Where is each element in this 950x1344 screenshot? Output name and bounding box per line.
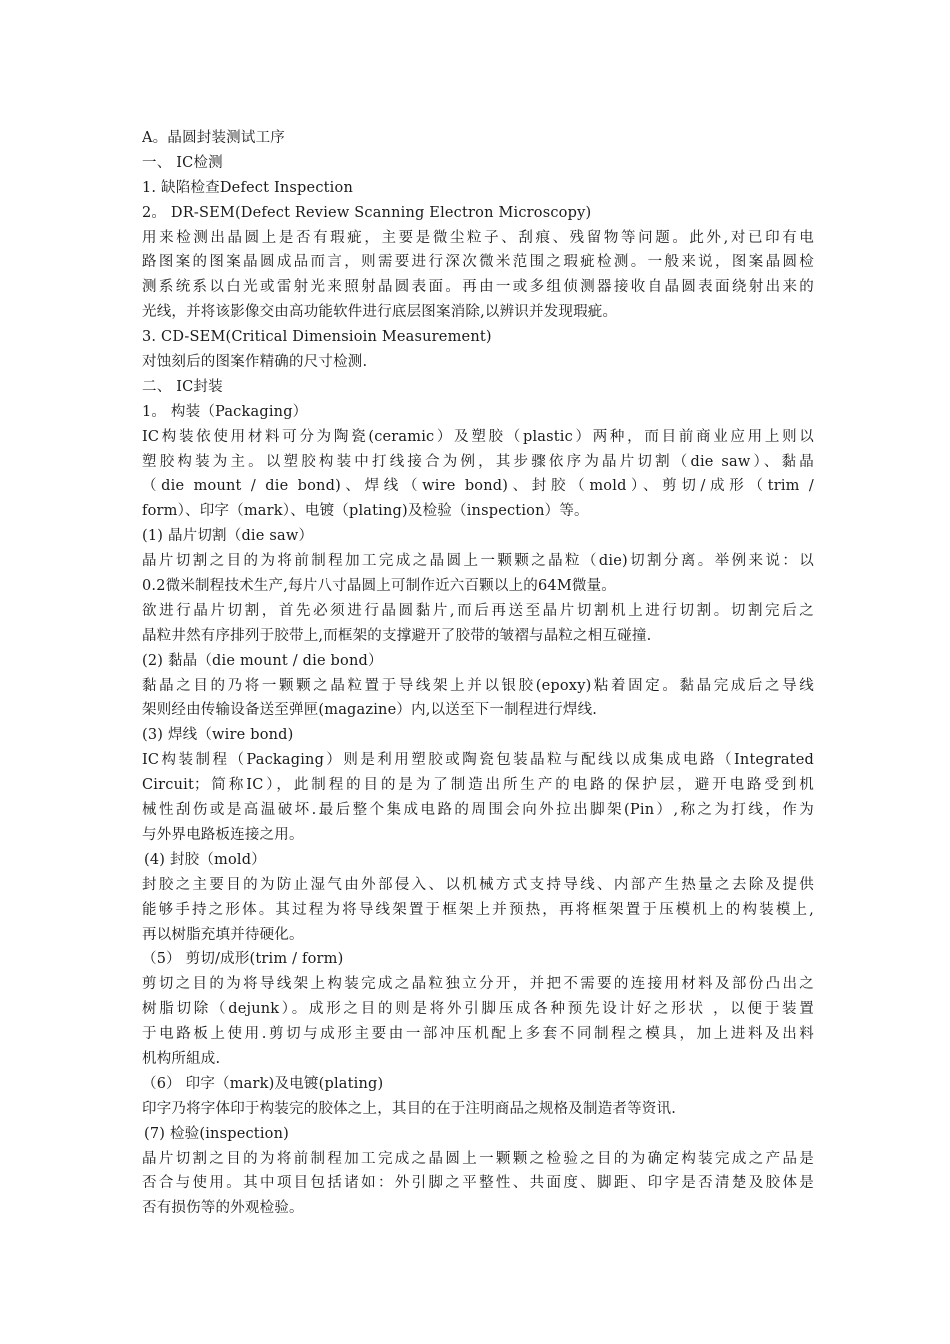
paragraph-line: 晶粒井然有序排列于胶带上,而框架的支撑避开了胶带的皱褶与晶粒之相互碰撞. bbox=[142, 627, 652, 644]
subheading-die-bond: (2) 黏晶（die mount / die bond） bbox=[142, 652, 383, 669]
paragraph-line: 封胶之主要目的为防止湿气由外部侵入、以机械方式支持导线、内部产生热量之去除及提供 bbox=[142, 876, 814, 893]
subheading-die-saw: (1) 晶片切割（die saw） bbox=[142, 528, 314, 545]
paragraph-line: 再以树脂充填并待硬化。 bbox=[142, 926, 304, 943]
item-packaging: 1。 构装（Packaging） bbox=[142, 403, 308, 420]
paragraph-line: 剪切之目的为将导线架上构装完成之晶粒独立分开，并把不需要的连接用材料及部份凸出之 bbox=[142, 976, 814, 993]
subheading-trim-form: （5） 剪切/成形(trim / form) bbox=[142, 951, 344, 968]
paragraph-line: 对蚀刻后的图案作精确的尺寸检测. bbox=[142, 354, 368, 371]
heading-ic-inspection: 一、 IC检测 bbox=[142, 154, 223, 171]
paragraph-line: Circuit；简称IC），此制程的目的是为了制造出所生产的电路的保护层，避开电路受到机 bbox=[142, 777, 814, 794]
section-title: A。晶圆封装测试工序 bbox=[142, 130, 285, 146]
paragraph-line: 械性刮伤或是高温破坏.最后整个集成电路的周围会向外拉出脚架(Pin）,称之为打线，作为 bbox=[142, 802, 814, 819]
paragraph-line: 路图案的图案晶圆成品而言，则需要进行深次微米范围之瑕疵检测。一般来说，图案晶圆检 bbox=[142, 254, 814, 271]
paragraph-line: IC构装依使用材料可分为陶瓷(ceramic）及塑胶（plastic）两种，而目前商业应用上则以 bbox=[142, 428, 814, 445]
paragraph-line: 于电路板上使用.剪切与成形主要由一部冲压机配上多套不同制程之模具，加上进料及出料 bbox=[142, 1026, 814, 1043]
subheading-mark-plating: （6） 印字（mark)及电镀(plating) bbox=[142, 1075, 384, 1092]
paragraph-line: 否合与使用。其中项目包括诸如：外引脚之平整性、共面度、脚距、印字是否清楚及胶体是 bbox=[142, 1175, 814, 1192]
item-dr-sem: 2。 DR-SEM(Defect Review Scanning Electron Microscopy) bbox=[142, 204, 592, 221]
paragraph-line: form）、印字（mark）、电镀（plating)及检验（inspection）等。 bbox=[142, 503, 589, 520]
paragraph-line: 印字乃将字体印于构装完的胶体之上，其目的在于注明商品之规格及制造者等资讯. bbox=[142, 1100, 677, 1117]
paragraph-line: 光线，并将该影像交由高功能软件进行底层图案消除,以辨识并发现瑕疵。 bbox=[142, 304, 618, 321]
paragraph-line: 用来检测出晶圆上是否有瑕疵，主要是微尘粒子、刮痕、残留物等问题。此外,对已印有电 bbox=[142, 229, 814, 246]
subheading-inspection: (7) 检验(inspection) bbox=[144, 1125, 289, 1142]
paragraph-line: 晶片切割之目的为将前制程加工完成之晶圆上一颗颗之检验之目的为确定构装完成之产品是 bbox=[142, 1150, 814, 1167]
paragraph-line: IC构装制程（Packaging）则是利用塑胶或陶瓷包装晶粒与配线以成集成电路（Integrated bbox=[142, 752, 814, 769]
paragraph-line: 与外界电路板连接之用。 bbox=[142, 826, 304, 843]
paragraph-line: 欲进行晶片切割，首先必须进行晶圆黏片,而后再送至晶片切割机上进行切割。切割完后之 bbox=[142, 602, 814, 619]
heading-ic-packaging: 二、 IC封装 bbox=[142, 378, 223, 395]
subheading-mold: (4) 封胶（mold） bbox=[144, 851, 266, 868]
document-body bbox=[142, 126, 814, 1221]
paragraph-line: 0.2微米制程技术生产,每片八寸晶圆上可制作近六百颗以上的64M微量。 bbox=[142, 578, 616, 595]
paragraph-line: 塑胶构装为主。以塑胶构装中打线接合为例，其步骤依序为晶片切割（die saw）、黏晶 bbox=[142, 453, 814, 470]
paragraph-line: 黏晶之目的乃将一颗颗之晶粒置于导线架上并以银胶(epoxy)粘着固定。黏晶完成后之导线 bbox=[142, 677, 814, 694]
paragraph-line: 晶片切割之目的为将前制程加工完成之晶圆上一颗颗之晶粒（die)切割分离。举例来说：以 bbox=[142, 553, 814, 570]
paragraph-line: 机构所組成. bbox=[142, 1050, 221, 1067]
paragraph-line: 架则经由传输设备送至弹匣(magazine）内,以送至下一制程进行焊线. bbox=[142, 702, 598, 719]
item-defect-inspection: 1. 缺陷检查Defect Inspection bbox=[142, 179, 353, 196]
item-cd-sem: 3. CD-SEM(Critical Dimensioin Measurement) bbox=[142, 329, 492, 346]
paragraph-line: 能够手持之形体。其过程为将导线架置于框架上并预热，再将框架置于压模机上的构装模上, bbox=[142, 901, 814, 918]
paragraph-line: 否有损伤等的外观检验。 bbox=[142, 1200, 304, 1217]
paragraph-line: 测系统系以白光或雷射光来照射晶圆表面。再由一或多组侦测器接收自晶圆表面绕射出来的 bbox=[142, 279, 814, 296]
paragraph-line: 树脂切除（dejunk）。成形之目的则是将外引脚压成各种预先设计好之形状 ，以便于装置 bbox=[142, 1001, 814, 1018]
subheading-wire-bond: (3) 焊线（wire bond) bbox=[142, 727, 294, 744]
paragraph-line: （die mount / die bond)、焊线（wire bond)、封胶（mold）、剪切/成形（trim / bbox=[142, 478, 814, 495]
